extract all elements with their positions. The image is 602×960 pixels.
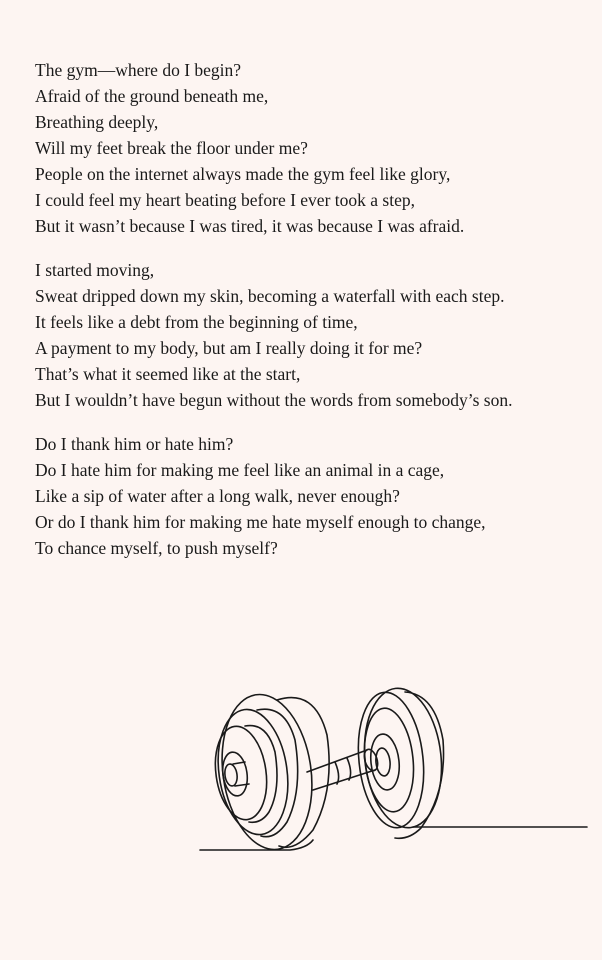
poem-line: It feels like a debt from the beginning of time, (35, 312, 358, 332)
poem-line: Or do I thank him for making me hate myself enough to change, (35, 512, 486, 532)
poem-line: Afraid of the ground beneath me, (35, 86, 269, 106)
poem-line: The gym—where do I begin? (35, 60, 242, 80)
poem-line: Breathing deeply, (35, 112, 159, 132)
poem-line: But it wasn’t because I was tired, it was because I was afraid. (35, 216, 465, 236)
poem (35, 57, 595, 579)
poem-line: Like a sip of water after a long walk, never enough? (35, 486, 400, 506)
poem-line: I started moving, (35, 260, 155, 280)
poem-line: To chance myself, to push myself? (35, 538, 278, 558)
poem-line: People on the internet always made the gym feel like glory, (35, 164, 451, 184)
poem-line: Will my feet break the floor under me? (35, 138, 308, 158)
poem-line: But I wouldn’t have begun without the words from somebody’s son. (35, 390, 513, 410)
stanza-3 (35, 431, 595, 561)
dumbbell-icon (195, 680, 595, 855)
poem-line: I could feel my heart beating before I ever took a step, (35, 190, 415, 210)
dumbbell-illustration (195, 680, 595, 855)
poem-line: Do I thank him or hate him? (35, 434, 234, 454)
stanza-1 (35, 57, 595, 239)
stanza-2 (35, 257, 595, 413)
poem-line: Do I hate him for making me feel like an animal in a cage, (35, 460, 445, 480)
poem-line: Sweat dripped down my skin, becoming a waterfall with each step. (35, 286, 505, 306)
poem-line: A payment to my body, but am I really doing it for me? (35, 338, 423, 358)
poem-line: That’s what it seemed like at the start, (35, 364, 301, 384)
